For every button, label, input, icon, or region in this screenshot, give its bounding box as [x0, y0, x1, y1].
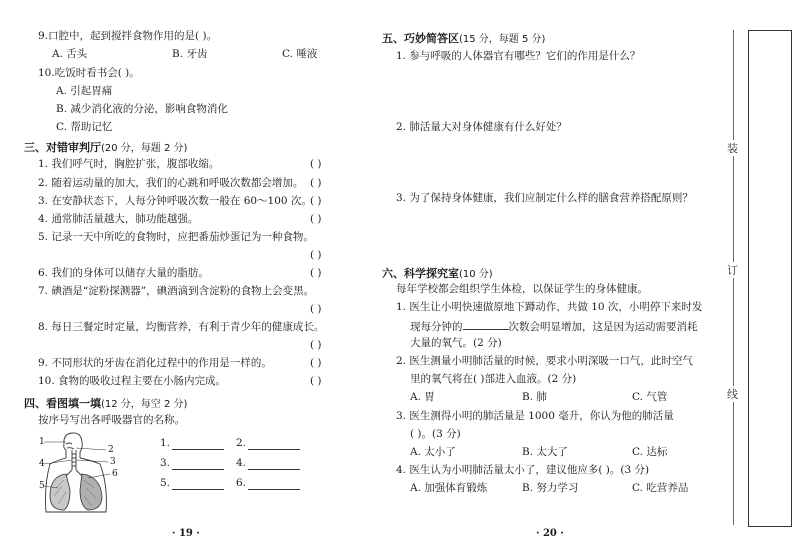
s6-q4-line1: 4. 医生认为小明肺活量太小了，建议他应多( )。(3 分): [396, 464, 650, 476]
s3-bracket-3: ( ): [310, 195, 322, 207]
diagram-label-1: 1: [39, 437, 45, 447]
q9-option-c: C. 唾液: [282, 48, 318, 60]
s6-q2-line1: 2. 医生测量小明肺活量的时候，要求小明深吸一口气，此时空气: [396, 355, 693, 367]
section5-title: 五、巧妙简答区: [382, 32, 459, 45]
section4-heading: [24, 395, 187, 411]
s3-item-9: 9. 不同形状的牙齿在消化过程中的作用是一样的。: [38, 357, 272, 369]
section4-score: (12 分，每空 2 分): [101, 399, 188, 410]
s6-q3-option-b: B. 太大了: [522, 446, 568, 458]
answer-blank-3[interactable]: [172, 457, 224, 470]
answer-blank-6[interactable]: [248, 477, 300, 490]
s6-q4-option-b: B. 努力学习: [522, 482, 579, 494]
diagram-label-2: 2: [108, 445, 114, 455]
s3-bracket-1: ( ): [310, 158, 322, 170]
s3-bracket-9: ( ): [310, 357, 322, 369]
section3-title: 三、对错审判厅: [24, 141, 101, 154]
q10-option-a: A. 引起胃痛: [56, 85, 113, 97]
binding-char-1: 装: [727, 142, 738, 155]
page-number-right: · 20 ·: [536, 528, 564, 539]
s3-item-6: 6. 我们的身体可以储存大量的脂肪。: [38, 267, 209, 279]
s6-q2-option-c: C. 气管: [632, 391, 668, 403]
s6-q1-line2a: 现每分钟的: [410, 321, 463, 333]
binding-char-2: 订: [727, 264, 738, 277]
s5-item-2: 2. 肺活量大对身体健康有什么好处？: [396, 121, 567, 133]
s3-bracket-6: ( ): [310, 267, 322, 279]
s3-item-3: 3. 在安静状态下，人每分钟呼吸次数一般在 60～100 次。: [38, 195, 312, 207]
q9-option-b: B. 牙齿: [172, 48, 208, 60]
binding-char-3: 线: [727, 388, 738, 401]
s6-q1-line3: 大量的氧气。(2 分): [410, 337, 502, 349]
blank-label-1: 1.: [160, 437, 171, 449]
s3-item-2: 2. 随着运动量的加大，我们的心跳和呼吸次数都会增加。: [38, 177, 304, 189]
s6-q2-option-a: A. 胃: [410, 391, 435, 403]
s3-item-8: 8. 每日三餐定时定量，均衡营养，有利于青少年的健康成长。: [38, 321, 325, 333]
s6-q3-line1: 3. 医生测得小明的肺活量是 1000 毫升，你认为他的肺活量: [396, 410, 674, 422]
s3-item-10: 10. 食物的吸收过程主要在小肠内完成。: [38, 375, 227, 387]
s6-intro: 每年学校都会组织学生体检，以保证学生的身体健康。: [396, 283, 648, 295]
answer-blank-5[interactable]: [172, 477, 224, 490]
s6-q2-option-b: B. 肺: [522, 391, 547, 403]
s3-bracket-7: ( ): [310, 303, 322, 315]
s6-q3-option-a: A. 太小了: [410, 446, 456, 458]
s6-q1-line1: 1. 医生让小明快速做原地下蹲动作，共做 10 次，小明停下来时发: [396, 301, 703, 313]
s6-q4-option-c: C. 吃营养品: [632, 482, 689, 494]
diagram-label-3: 3: [110, 457, 116, 467]
s6-q1-blank[interactable]: [463, 319, 509, 330]
s3-bracket-10: ( ): [310, 375, 322, 387]
blank-label-5: 5.: [160, 477, 171, 489]
s5-item-1: 1. 参与呼吸的人体器官有哪些？它们的作用是什么？: [396, 50, 641, 62]
answer-blank-2[interactable]: [248, 437, 300, 450]
blank-label-6: 6.: [236, 477, 247, 489]
answer-blank-4[interactable]: [248, 457, 300, 470]
blank-label-2: 2.: [236, 437, 247, 449]
section3-heading: [24, 139, 187, 155]
s3-item-1: 1. 我们呼气时，胸腔扩张，腹部收缩。: [38, 158, 220, 170]
s3-bracket-4: ( ): [310, 213, 322, 225]
s3-bracket-5: ( ): [310, 249, 322, 261]
s6-q1-line2: [410, 319, 698, 334]
s3-item-4: 4. 通常肺活量越大，肺功能越强。: [38, 213, 199, 225]
s6-q1-line2b: 次数会明显增加，这是因为运动需要消耗: [508, 321, 698, 333]
binding-box: [748, 30, 792, 527]
respiratory-diagram: [36, 430, 136, 516]
answer-blank-1[interactable]: [172, 437, 224, 450]
section4-title: 四、看图填一填: [24, 397, 101, 410]
q10-option-c: C. 帮助记忆: [56, 121, 113, 133]
section6-title: 六、科学探究室: [382, 267, 459, 280]
section3-score: (20 分，每题 2 分): [101, 143, 188, 154]
s6-q3-option-c: C. 达标: [632, 446, 668, 458]
section6-score: (10 分): [459, 269, 493, 280]
section5-heading: [382, 30, 545, 46]
section4-instruction: 按序号写出各呼吸器官的名称。: [38, 414, 185, 426]
diagram-label-4: 4: [39, 459, 45, 469]
diagram-label-6: 6: [112, 469, 118, 479]
section5-score: (15 分，每题 5 分): [459, 34, 546, 45]
s6-q3-line2: ( )。(3 分): [410, 428, 461, 440]
section6-heading: [382, 265, 493, 281]
blank-label-4: 4.: [236, 457, 247, 469]
s3-bracket-2: ( ): [310, 177, 322, 189]
q9-option-a: A. 舌头: [52, 48, 88, 60]
s6-q2-line2: 里的氧气将在( )部进入血液。(2 分): [410, 373, 577, 385]
s3-bracket-8: ( ): [310, 339, 322, 351]
q10-text: 10.吃饭时看书会( )。: [38, 67, 140, 79]
q10-option-b: B. 减少消化液的分泌，影响食物消化: [56, 103, 228, 115]
blank-label-3: 3.: [160, 457, 171, 469]
diagram-label-5: 5: [39, 481, 45, 491]
s3-item-7: 7. 碘酒是“淀粉探测器”，碘酒滴到含淀粉的食物上会变黑。: [38, 285, 315, 297]
s6-q4-option-a: A. 加强体育锻炼: [410, 482, 488, 494]
page-number-left: · 19 ·: [172, 528, 200, 539]
q9-text: 9.口腔中，起到搅拌食物作用的是( )。: [38, 30, 218, 42]
s3-item-5: 5. 记录一天中所吃的食物时，应把番茄炒蛋记为一种食物。: [38, 231, 314, 243]
s5-item-3: 3. 为了保持身体健康，我们应制定什么样的膳食营养搭配原则？: [396, 192, 693, 204]
